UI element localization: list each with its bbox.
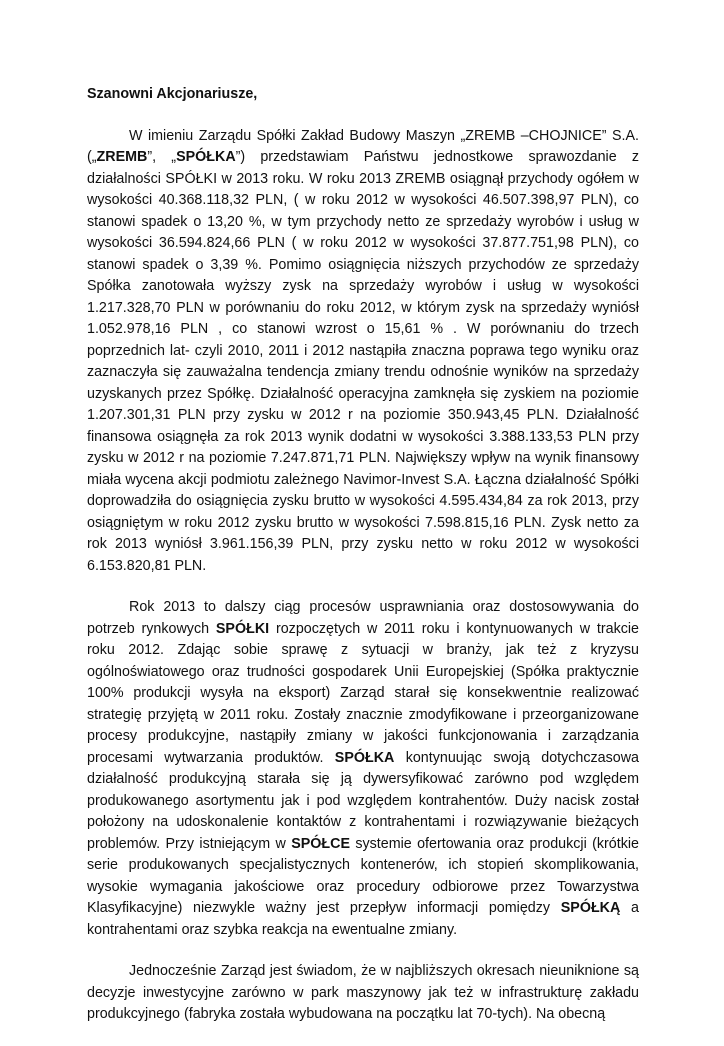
bold-term: SPÓŁKI	[215, 620, 270, 637]
salutation: Szanowni Akcjonariusze,	[87, 86, 258, 102]
text-run: Jednocześnie Zarząd jest świadom, że w najbliższych okresach nieuniknione są decyzje inwestycyjne zarówno w park maszynowy jak też w infrastrukturę zakładu produkcyjnego (fabryka została wybudowana na początku lat 70-tych). Na obecną	[87, 963, 639, 1022]
letter-body	[87, 84, 639, 1046]
text-run: Rok 2013 to dalszy ciąg procesów usprawniania oraz dostosowywania do potrzeb rynkowych	[87, 599, 639, 637]
bold-term: SPÓŁKA	[176, 149, 236, 165]
paragraph-3	[87, 961, 639, 1026]
bold-term: ZREMB	[96, 149, 148, 165]
bold-term: SPÓŁKA	[334, 749, 395, 766]
paragraph-1	[87, 126, 639, 578]
bold-term: SPÓŁCE	[291, 835, 350, 852]
text-run: ”) przedstawiam Państwu jednostkowe sprawozdanie z działalności SPÓŁKI w 2013 roku. W roku 2013 ZREMB osiągnął przychody ogółem w wysokości 40.368.118,32 PLN, ( w roku 2012 w wysokości 46.507.398,97 PLN), co stanowi spadek o 13,20 %, w tym przychody netto ze sprzedaży wyrobów i usług w wysokości 36.594.824,66 PLN ( w roku 2012 w wysokości 37.877.751,98 PLN), co stanowi spadek o 3,39 %. Pomimo osiągnięcia niższych przychodów ze sprzedaży Spółka zanotowała wyższy zysk na sprzedaży wyrobów i usług w wysokości 1.217.328,70 PLN w porównaniu do roku 2012, w którym zysk na sprzedaży wyniósł 1.052.978,16 PLN , co stanowi wzrost o 15,61 % . W porównaniu do trzech poprzednich lat- czyli 2010, 2011 i 2012 nastąpiła znaczna poprawa tego wyniku oraz zaznaczyła się zauważalna tendencja zmiany trendu odnośnie wyników na sprzedaży uzyskanych przez Spółkę. Działalność operacyjna zamknęła się zyskiem na poziomie 1.207.301,31 PLN przy zysku w 2012 r na poziomie 350.943,45 PLN. Działalność finansowa osiągnęła za rok 2013 wynik dodatni w wysokości 3.388.133,53 PLN przy zysku w 2012 r na poziomie 7.247.871,71 PLN. Największy wpływ na wynik finansowy miała wycena akcji podmiotu zależnego Navimor-Invest S.A. Łączna działalność Spółki doprowadziła do osiągnięcia zysku brutto w wysokości 4.595.434,84 za rok 2013, przy osiągniętym w roku 2012 zysku brutto w wysokości 7.598.815,16 PLN. Zysk netto za rok 2013 wyniósł 3.961.156,39 PLN, przy zysku netto w roku 2012 w wysokości 6.153.820,81 PLN.	[87, 149, 640, 574]
text-run: a kontrahentami oraz szybka reakcja na ewentualne zmiany.	[87, 900, 639, 938]
text-run: rozpoczętych w 2011 roku i kontynuowanych w trakcie roku 2012. Zdając sobie sprawę z sytuacji w branży, jak też z kryzysu ogólnoświatowego oraz trudności gospodarek Unii Europejskiej (Spółka praktycznie 100% produkcji wysyła na eksport) Zarząd starał się konsekwentnie realizować strategię przyjętą w 2011 roku. Zostały znacznie zmodyfikowane i przeorganizowane procesy produkcyjne, nastąpiły zmiany w jakości funkcjonowania i zarządzania procesami wytwarzania produktów.	[87, 620, 639, 766]
text-run: ”, „	[147, 149, 177, 165]
bold-term: SPÓŁKĄ	[560, 900, 621, 916]
text-run: W imieniu Zarządu Spółki Zakład Budowy Maszyn „ZREMB –CHOJNICE” S.A. („	[87, 127, 639, 165]
paragraph-2	[87, 597, 639, 941]
text-run: systemie ofertowania oraz produkcji (krótkie serie produkowanych specjalistycznych kontenerów, ich stopień skomplikowania, wysokie wymagania jakościowe oraz procedury odbiorowe przez Towarzystwa Klasyfikacyjne) niezwykle ważny jest przepływ informacji pomiędzy	[87, 835, 639, 916]
text-run: kontynuując swoją dotychczasowa działalność produkcyjną starała się ją dywersyfikować zarówno pod względem produkowanego asortymentu jak i pod względem kontrahentów. Duży nacisk został położony na udoskonalenie kontaktów z kontrahentami i rozwiązywanie bieżących problemów. Przy istniejącym w	[87, 749, 639, 852]
